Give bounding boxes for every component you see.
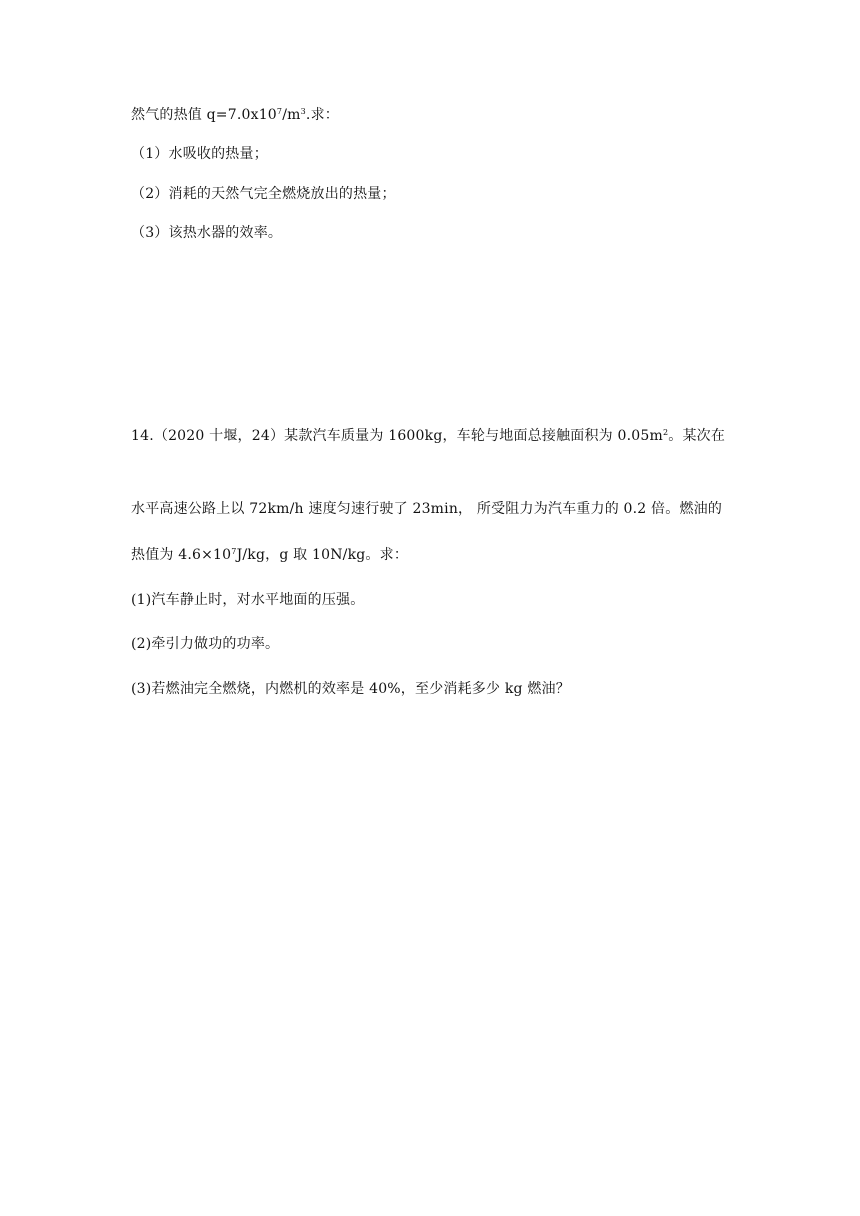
problem-13-question-1: （1）水吸收的热量； [131, 146, 268, 162]
line3-suffix: J/kg，g 取 10N/kg。求： [236, 547, 409, 563]
line3-prefix: 热值为 4.6×10 [131, 547, 232, 563]
line1-suffix: 。某次在 [668, 428, 726, 444]
line1-prefix: 14.（2020 十堰，24）某款汽车质量为 1600kg，车轮与地面总接触面积为 0.05m [131, 428, 663, 444]
problem-14-line-2: 水平高速公路上以 72km/h 速度匀速行驶了 23min， 所受阻力为汽车重力的 0.2 倍。燃油的 [131, 501, 723, 517]
line1-exponent: 2 [662, 428, 669, 437]
problem-14-line-1 [131, 427, 725, 445]
problem-14-line-3 [131, 546, 408, 564]
intro-prefix: 然气的热值 q=7.0x10 [131, 107, 277, 123]
problem-13-intro [131, 106, 339, 124]
problem-14-question-1: (1)汽车静止时，对水平地面的压强。 [131, 592, 365, 608]
problem-13-question-2: （2）消耗的天然气完全燃烧放出的热量； [131, 186, 396, 202]
line3-exponent: 7 [231, 547, 237, 556]
intro-mid: /m [282, 107, 301, 123]
intro-suffix: .求： [305, 107, 339, 123]
intro-exponent: 7 [276, 107, 283, 116]
problem-13-question-3: （3）该热水器的效率。 [131, 225, 283, 241]
problem-14-question-2: (2)牵引力做功的功率。 [131, 636, 280, 652]
problem-14-question-3: (3)若燃油完全燃烧，内燃机的效率是 40%，至少消耗多少 kg 燃油？ [131, 681, 570, 697]
intro-exponent-2: 3 [300, 107, 306, 116]
